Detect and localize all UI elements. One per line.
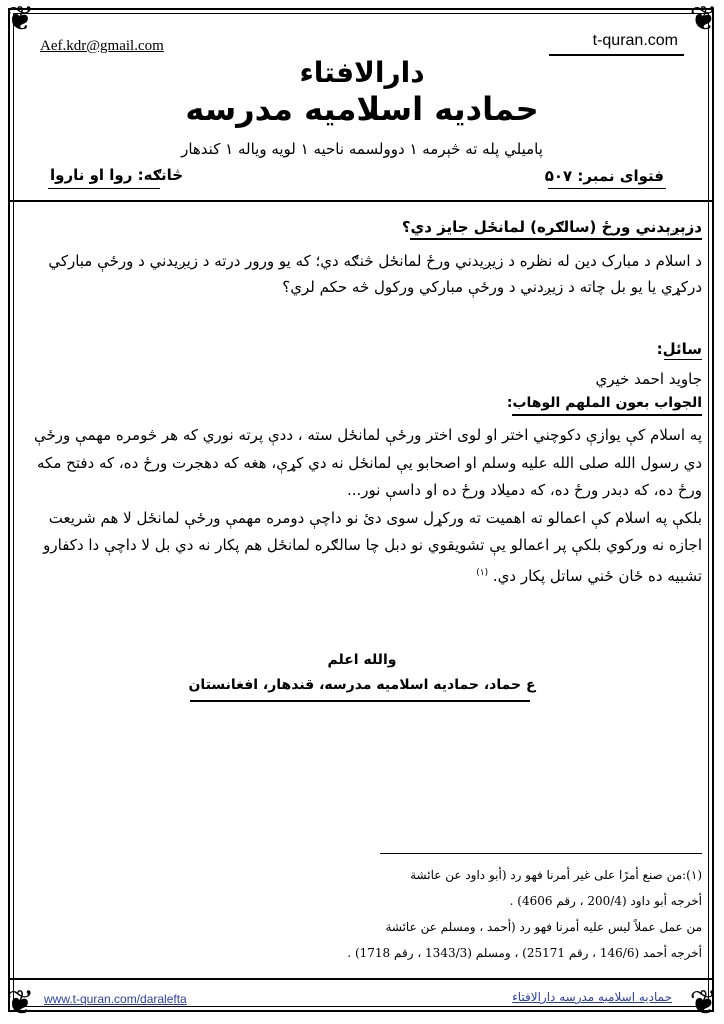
site-link[interactable]: t-quran.com xyxy=(592,32,678,49)
answer-paragraph-1: په اسلام کې یوازې دکوچني اختر او لوی اختر ورځې لمانځل سته ، ددې پرته نوري که هر څومره مهمې ورځې دي رسول الله صلی الله علیه وسلم او اصحابو یې لمانځل نه دي کړې، هغه که دهجرت ورځ ده، که دفتح مکه ورځ ده، که دبدر ورځ ده، که دمیلاد ورځ ده او داسې نور... xyxy=(34,426,702,499)
corner-ornament-bottom-right: ❦ xyxy=(689,983,718,1023)
answer-paragraph-2 xyxy=(28,505,702,591)
answer-heading-underline xyxy=(512,414,702,416)
signature-underline xyxy=(190,700,530,702)
header-address: پامیلي پله ته څېرمه ۱ دوولسمه ناحیه ۱ لویه ویاله ۱ کندهار xyxy=(181,140,543,158)
asker-label-underline xyxy=(664,359,702,360)
footnote-line-4: أخرجه أحمد (146/6 ، رقم 25171) ، ومسلم (1343/3 ، رقم 1718) . xyxy=(347,946,702,960)
footer-madrasa-link[interactable]: حمادیه اسلامیه مدرسه دارالافتاء xyxy=(512,990,672,1004)
answer-heading: الجواب بعون الملهم الوهاب: xyxy=(506,395,702,411)
footnote-line-1: (١):من صنع أمرًا على غير أمرنا فهو رد (أبو داود عن عائشة xyxy=(410,868,702,882)
fatwa-number: فتوای نمبر: ۵۰۷ xyxy=(544,167,664,185)
footnote-line-3: من عمل عملاً ليس عليه أمرنا فهو رد (أحمد ، ومسلم عن عائشة xyxy=(385,920,702,934)
fatwa-category: څانګه: روا او ناروا xyxy=(50,166,184,184)
footnote-marker[interactable]: (۱) xyxy=(476,567,489,578)
closing-phrase: والله اعلم xyxy=(327,652,397,668)
fatwa-category-underline xyxy=(48,188,160,189)
answer-paragraph-2-text: بلکې په اسلام کې اعمالو ته اهمیت ته ورکړل سوی دئ نو داچې دومره مهمې ورځې لمانځل لا هم شریعت اجازه نه ورکوي بلکې پر اعمالو یې تشویقوي نو دبل چا سالګره لمانځل هم پکار نه دي بل لا داچې دا دکفارو تشبیه ده ځان ځني ساتل پکار دي. xyxy=(43,508,702,585)
question-title-underline xyxy=(410,238,702,240)
header-divider xyxy=(9,200,714,202)
footnote-divider xyxy=(380,853,702,854)
corner-ornament-top-left: ❦ xyxy=(6,0,35,39)
header-title-daralifta: دارالافتاء xyxy=(299,56,425,89)
header-title-madrasa: حمادیه اسلامیه مدرسه xyxy=(185,90,539,128)
asker-label: سائل: xyxy=(656,340,702,358)
corner-ornament-top-right: ❦ xyxy=(689,0,718,39)
footer-divider xyxy=(9,978,714,980)
answer-body xyxy=(28,422,702,590)
footer-website-link[interactable]: www.t-quran.com/daralefta xyxy=(44,992,187,1006)
corner-ornament-bottom-left: ❦ xyxy=(6,983,35,1023)
email-link[interactable]: Aef.kdr@gmail.com xyxy=(40,38,164,54)
footnote-line-2: أخرجه أبو داود (200/4 ، رقم 4606) . xyxy=(509,894,702,908)
signature: ع حماد، حمادیه اسلامیه مدرسه، قندهار، افغانستان xyxy=(188,677,536,693)
question-text: د اسلام د مبارک دین له نظره د زیږیدني ورځ لمانځل څنګه دي؛ که یو ورور درته د زیږیدني د ورځې مبارکي درکړي یا یو بل چاته د زیږدني د ورځې مبارکي ورکول څه حکم لري؟ xyxy=(48,252,702,296)
question-title: دزېږېدني ورځ (سالګره) لمانځل جايز دي؟ xyxy=(401,218,702,236)
asker-name: جاوید احمد خیري xyxy=(595,370,702,388)
fatwa-number-underline xyxy=(548,188,666,189)
